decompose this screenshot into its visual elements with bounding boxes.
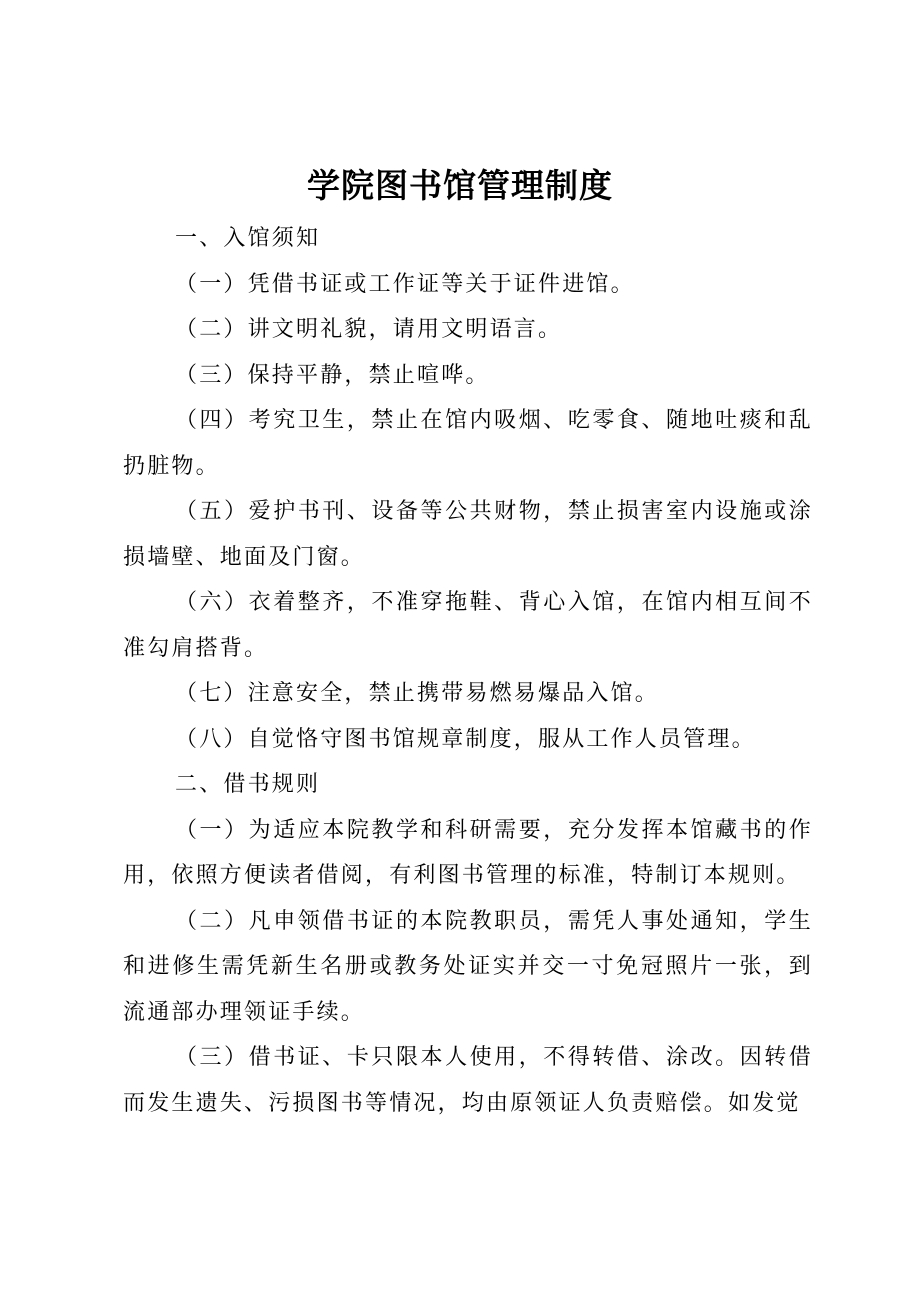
rule-paragraph: （六）衣着整齐，不准穿拖鞋、背心入馆，在馆内相互间不准勾肩搭背。: [123, 590, 813, 661]
rule-paragraph: （五）爱护书刊、设备等公共财物，禁止损害室内设施或涂损墙壁、地面及门窗。: [123, 499, 813, 570]
rule-paragraph: （七）注意安全，禁止携带易燃易爆品入馆。: [175, 681, 660, 706]
rule-paragraph: （三）保持平静，禁止喧哗。: [175, 362, 490, 388]
rule-paragraph: （一）为适应本院教学和科研需要，充分发挥本馆藏书的作用，依照方便读者借阅，有利图书管理的标准，特制订本规则。: [123, 817, 813, 888]
section-heading-borrowing-rules: 二、借书规则: [175, 772, 321, 797]
document-body: [123, 216, 813, 1126]
rule-paragraph: （一）凭借书证或工作证等关于证件进馆。: [175, 271, 635, 297]
section-heading-entry-notice: 一、入馆须知: [175, 226, 321, 251]
rule-paragraph: （三）借书证、卡只限本人使用，不得转借、涂改。因转借而发生遗失、污损图书等情况，均由原领证人负责赔偿。如发觉: [123, 1045, 813, 1116]
rule-paragraph: （二）凡申领借书证的本院教职员，需凭人事处通知，学生和进修生需凭新生名册或教务处证实并交一寸免冠照片一张，到流通部办理领证手续。: [123, 908, 813, 1025]
rule-paragraph: （八）自觉恪守图书馆规章制度，服从工作人员管理。: [175, 726, 756, 752]
document-title: 学院图书馆管理制度: [307, 166, 613, 205]
rule-paragraph: （四）考究卫生，禁止在馆内吸烟、吃零食、随地吐痰和乱扔脏物。: [123, 408, 813, 479]
rule-paragraph: （二）讲文明礼貌，请用文明语言。: [175, 317, 563, 342]
